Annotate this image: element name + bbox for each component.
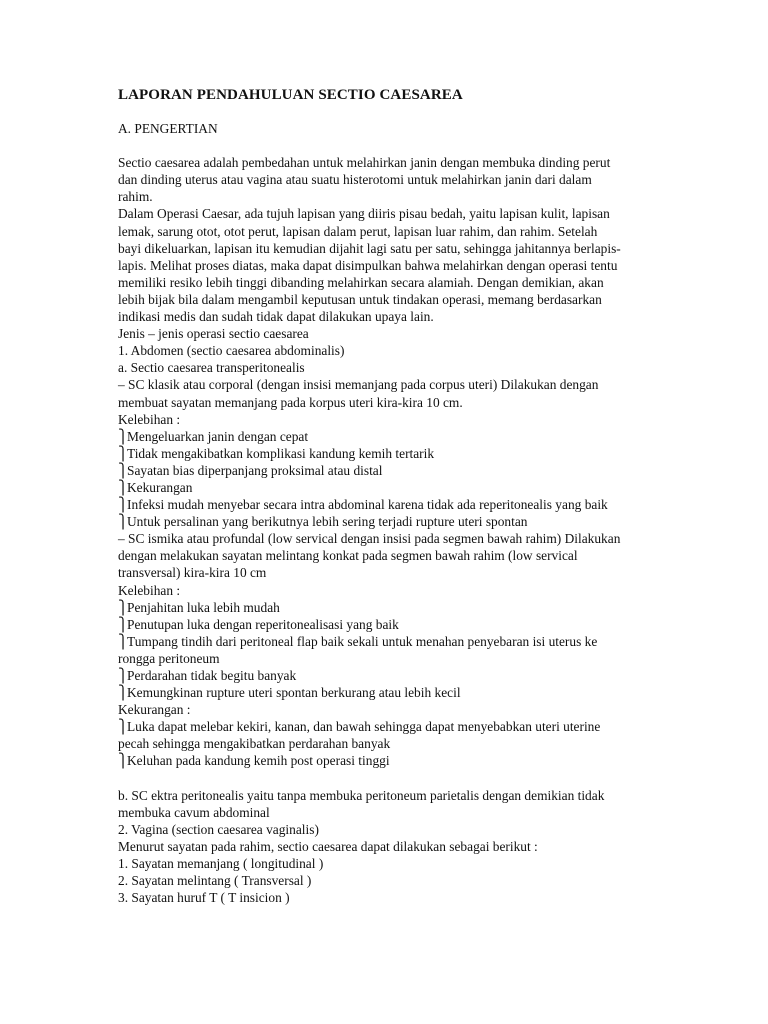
bullet-icon: ⎫ — [118, 668, 129, 683]
text-line: membuka cavum abdominal — [118, 804, 270, 820]
bullet-text: Kemungkinan rupture uteri spontan berkurang atau lebih kecil — [127, 685, 461, 701]
bullet-item — [118, 496, 658, 513]
bullet-icon: ⎫ — [118, 462, 129, 478]
text-line: Menurut sayatan pada rahim, sectio caesarea dapat dilakukan sebagai berikut : — [118, 838, 538, 854]
bullet-item — [118, 667, 658, 684]
bullet-text: Kekurangan — [127, 479, 193, 495]
text-line: rahim. — [118, 189, 153, 205]
bullet-icon: ⎫ — [118, 753, 129, 769]
bullet-item — [118, 684, 658, 701]
kekurangan-label: Kekurangan : — [118, 702, 191, 718]
text-line: – SC klasik atau corporal (dengan insisi memanjang pada corpus uteri) Dilakukan dengan — [118, 377, 599, 393]
paragraph-pengertian — [118, 154, 658, 428]
bullet-continuation: pecah sehingga mengakibatkan perdarahan banyak — [118, 736, 391, 752]
bullet-item — [118, 445, 658, 462]
bullet-text: Penjahitan luka lebih mudah — [127, 599, 280, 615]
text-line: Kelebihan : — [118, 582, 181, 598]
bullet-icon: ⎫ — [118, 685, 129, 701]
text-line: Dalam Operasi Caesar, ada tujuh lapisan yang diiris pisau bedah, yaitu lapisan kulit, lapisan — [118, 206, 610, 222]
section-heading: A. PENGERTIAN — [118, 121, 218, 136]
document-body — [118, 120, 658, 906]
text-line: dan dinding uterus atau vagina atau suatu histerotomi untuk melahirkan janin dari dalam — [118, 172, 592, 188]
paragraph-sc-ektra — [118, 787, 658, 907]
bullet-list-kekurangan-ismika — [118, 718, 658, 769]
text-line: lemak, sarung otot, otot perut, lapisan dalam perut, lapisan luar rahim, dan rahim. Setelah — [118, 223, 598, 239]
bullet-text: Tumpang tindih dari peritoneal flap baik sekali untuk menahan penyebaran isi uterus ke — [127, 633, 598, 649]
bullet-list-kelebihan-ismika — [118, 599, 658, 702]
text-line: bayi dikeluarkan, lapisan itu kemudian dijahit lagi satu per satu, sehingga jahitannya berlapis- — [118, 240, 621, 256]
paragraph-gap — [118, 770, 658, 787]
bullet-item — [118, 462, 658, 479]
bullet-icon: ⎫ — [118, 514, 129, 530]
bullet-icon: ⎫ — [118, 428, 129, 444]
text-line: 1. Abdomen (sectio caesarea abdominalis) — [118, 343, 345, 359]
text-line: lapis. Melihat proses diatas, maka dapat disimpulkan bahwa melahirkan dengan operasi tentu — [118, 257, 618, 273]
bullet-icon: ⎫ — [118, 497, 129, 513]
text-line: transversal) kira-kira 10 cm — [118, 565, 267, 581]
text-line: b. SC ektra peritonealis yaitu tanpa membuka peritoneum parietalis dengan demikian tidak — [118, 787, 605, 803]
text-line: memiliki resiko lebih tinggi dibanding melahirkan secara alamiah. Dengan demikian, akan — [118, 274, 604, 290]
bullet-item — [118, 599, 658, 616]
bullet-text: Tidak mengakibatkan komplikasi kandung kemih tertarik — [127, 445, 435, 461]
bullet-item — [118, 428, 658, 445]
bullet-icon: ⎫ — [118, 719, 129, 735]
bullet-item — [118, 718, 658, 735]
document-title: LAPORAN PENDAHULUAN SECTIO CAESAREA — [118, 87, 463, 103]
text-line: – SC ismika atau profundal (low servical dengan insisi pada segmen bawah rahim) Dilakukan — [118, 531, 621, 547]
bullet-icon: ⎫ — [118, 633, 129, 649]
paragraph-sc-ismika — [118, 530, 658, 598]
bullet-icon: ⎫ — [118, 479, 129, 495]
bullet-text: Penutupan luka dengan reperitonealisasi yang baik — [127, 616, 399, 632]
bullet-item — [118, 479, 658, 496]
text-line: 2. Vagina (section caesarea vaginalis) — [118, 821, 319, 837]
bullet-item — [118, 752, 658, 769]
bullet-text: Infeksi mudah menyebar secara intra abdominal karena tidak ada reperitonealis yang baik — [127, 497, 608, 513]
bullet-icon: ⎫ — [118, 616, 129, 632]
bullet-item — [118, 513, 658, 530]
paragraph-gap — [118, 137, 658, 154]
bullet-continuation: rongga peritoneum — [118, 650, 220, 666]
text-line: a. Sectio caesarea transperitonealis — [118, 360, 305, 376]
text-line: dengan melakukan sayatan melintang konkat pada segmen bawah rahim (low servical — [118, 548, 578, 564]
bullet-text: Perdarahan tidak begitu banyak — [127, 668, 297, 683]
bullet-icon: ⎫ — [118, 445, 129, 461]
text-line: Sectio caesarea adalah pembedahan untuk melahirkan janin dengan membuka dinding perut — [118, 155, 611, 171]
bullet-icon: ⎫ — [118, 599, 129, 615]
text-line: 3. Sayatan huruf T ( T insicion ) — [118, 890, 290, 906]
bullet-text: Luka dapat melebar kekiri, kanan, dan bawah sehingga dapat menyebabkan uteri uterine — [127, 719, 601, 735]
bullet-item — [118, 633, 658, 650]
text-line: 1. Sayatan memanjang ( longitudinal ) — [118, 856, 324, 872]
text-line: indikasi medis dan sudah tidak dapat dilakukan upaya lain. — [118, 309, 434, 325]
text-line: lebih bijak bila dalam mengambil keputusan untuk tindakan operasi, memang berdasarkan — [118, 291, 602, 307]
bullet-text: Untuk persalinan yang berikutnya lebih sering terjadi rupture uteri spontan — [127, 514, 528, 530]
bullet-text: Sayatan bias diperpanjang proksimal atau distal — [127, 462, 383, 478]
text-line: membuat sayatan memanjang pada korpus uteri kira-kira 10 cm. — [118, 394, 463, 410]
text-line: Jenis – jenis operasi sectio caesarea — [118, 326, 309, 342]
bullet-item — [118, 616, 658, 633]
text-line: Kelebihan : — [118, 411, 181, 427]
bullet-text: Mengeluarkan janin dengan cepat — [127, 428, 309, 444]
bullet-list-kelebihan-klasik — [118, 428, 658, 531]
text-line: 2. Sayatan melintang ( Transversal ) — [118, 873, 312, 889]
bullet-text: Keluhan pada kandung kemih post operasi tinggi — [127, 753, 390, 769]
